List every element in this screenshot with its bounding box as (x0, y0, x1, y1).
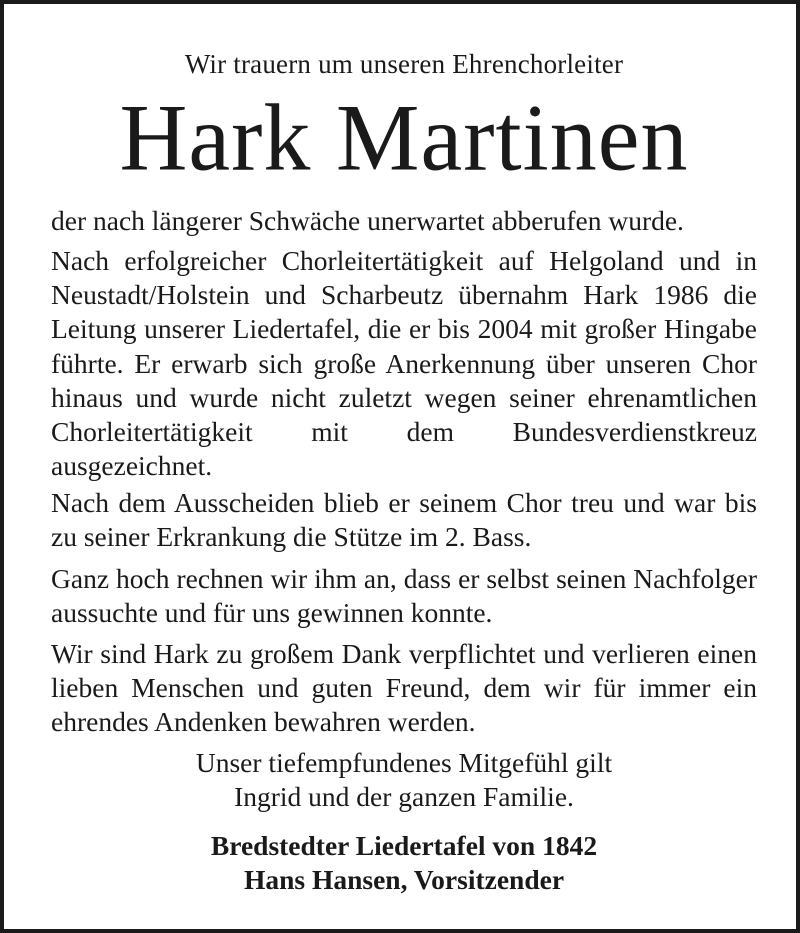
paragraph-2: Nach erfolgreicher Chorleitertätigkeit auf Helgoland und in Neustadt/Holstein und Scharbeutz übernahm Hark 1986 die Leitung unserer Liedertafel, die er bis 2004 mit großer Hingabe führte. Er erwarb sich große Anerkennung über unseren Chor hinaus und wurde nicht zuletzt wegen seiner ehrenamtlichen Chorleitertätigkeit mit dem Bundesverdienstkreuz ausgezeichnet. (51, 245, 757, 482)
signature-block (4, 829, 800, 897)
condolence-line-2: Ingrid und der ganzen Familie. (234, 781, 574, 812)
signature-organization: Bredstedter Liedertafel von 1842 (210, 830, 598, 861)
paragraph-5: Wir sind Hark zu großem Dank verpflichtet und verlieren einen lieben Menschen und guten Freund, dem wir für immer ein ehrendes Andenken bewahren werden. (51, 638, 757, 738)
condolence-line-1: Unser tiefempfundenes Mitgefühl gilt (195, 747, 613, 778)
condolence-block (4, 746, 800, 814)
paragraph-1: der nach längerer Schwäche unerwartet abberufen wurde. (51, 205, 684, 236)
signature-chairman: Hans Hansen, Vorsitzender (243, 864, 565, 895)
deceased-name: Hark Martinen (119, 84, 689, 192)
intro-line: Wir trauern um unseren Ehrenchorleiter (184, 49, 624, 79)
paragraph-4: Ganz hoch rechnen wir ihm an, dass er selbst seinen Nachfolger aussuchte und für uns gewinnen konnte. (51, 563, 757, 629)
paragraph-3: Nach dem Ausscheiden blieb er seinem Chor treu und war bis zu seiner Erkrankung die Stütze im 2. Bass. (51, 487, 757, 553)
